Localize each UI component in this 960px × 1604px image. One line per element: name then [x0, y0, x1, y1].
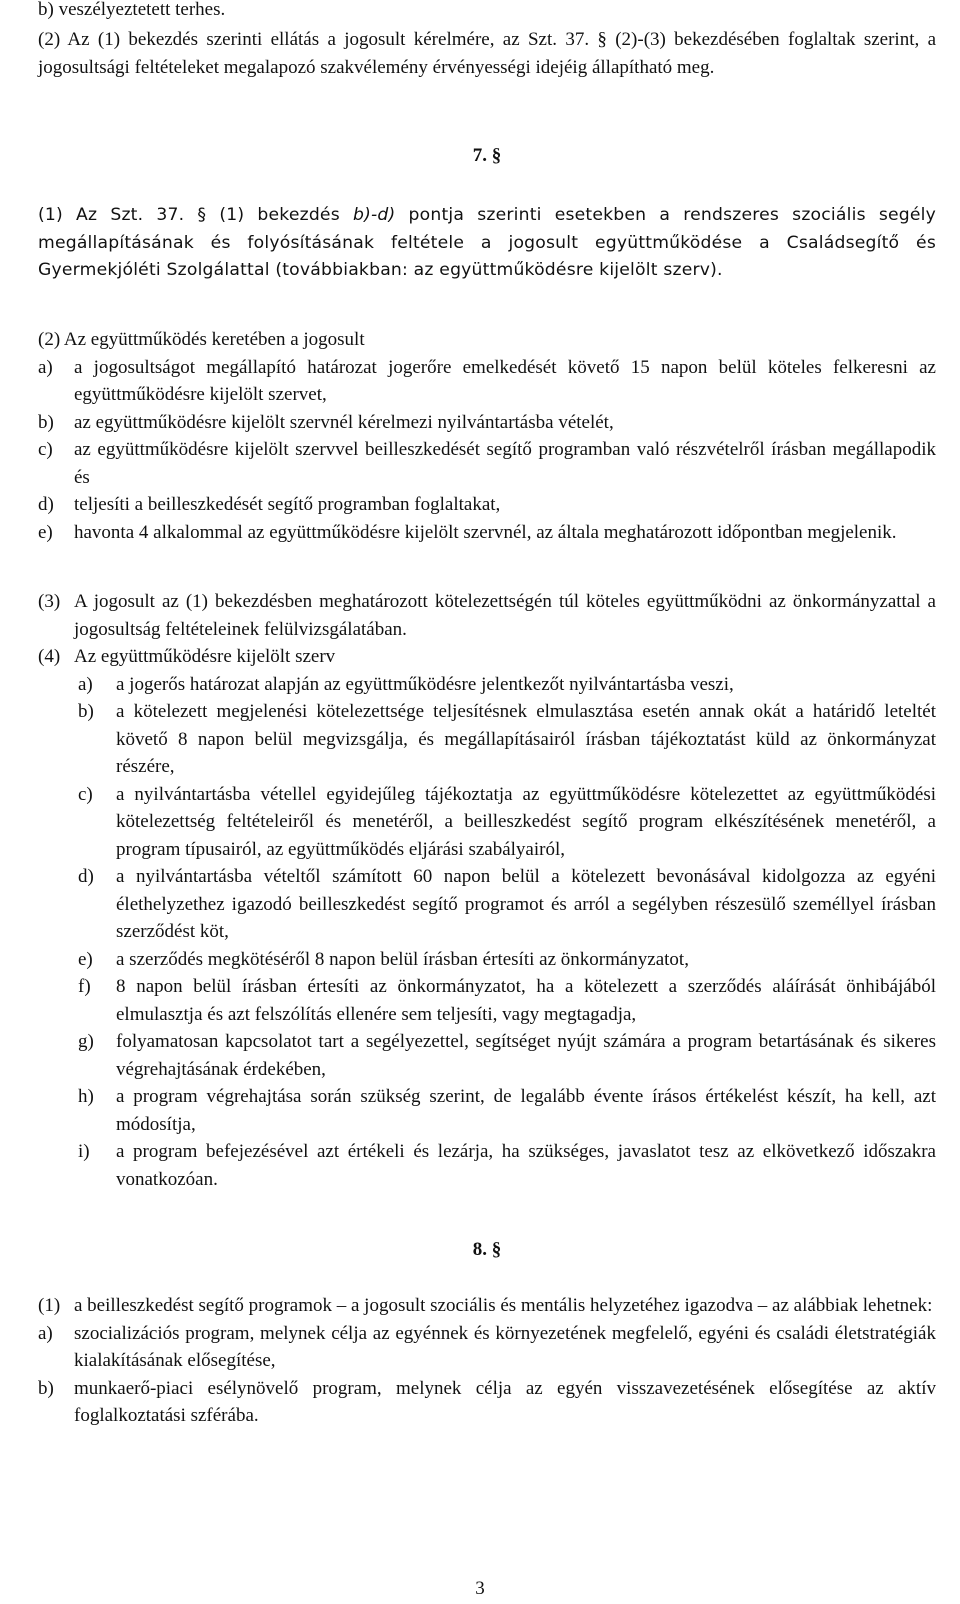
list-item-label: b) — [78, 701, 94, 722]
list-item-label: d) — [78, 866, 94, 887]
paragraph-text-start: (1) Az Szt. 37. § (1) bekezdés — [38, 205, 353, 225]
list-item-label: b) — [38, 1377, 54, 1399]
list-item-text: a jogosultságot megállapító határozat jogerőre emelkedését követő 15 napon belül köteles felkeresni az együttműködésre kijelölt szervet, — [74, 356, 936, 405]
list-item-text: az együttműködésre kijelölt szervvel beilleszkedését segítő programban való részvételről írásban megállapodik és — [74, 439, 936, 488]
section-8-title — [38, 1236, 936, 1264]
list-item-label: c) — [38, 439, 53, 460]
list-item-label: e) — [38, 521, 53, 543]
list-item-text: teljesíti a beilleszkedését segítő programban foglaltakat, — [74, 494, 501, 515]
list-item — [38, 491, 936, 519]
paragraph-text: a beilleszkedést segítő programok – a jogosult szociális és mentális helyzetéhez igazodva – az alábbiak lehetnek: — [74, 1295, 933, 1316]
section-heading: 8. § — [472, 1239, 502, 1260]
list-item-text: a nyilvántartásba vétellel egyidejűleg tájékoztatja az együttműködésre kötelezettet az együttműködési kötelezettség feltételeiről és menetéről, a beilleszkedést segítő program elkészítésének menetéről, a program típusairól, az együttműködés eljárási szabályairól, — [116, 783, 936, 860]
list-item-label: a) — [38, 356, 53, 378]
list-item — [38, 671, 936, 699]
list-item — [38, 973, 936, 1028]
paragraph-intro: Az együttműködésre kijelölt szerv — [74, 646, 336, 667]
list-item — [38, 436, 936, 491]
paragraph-intro: (2) Az együttműködés keretében a jogosult — [38, 329, 365, 350]
list-item-label: g) — [78, 1031, 94, 1052]
paragraph-number: (3) — [38, 591, 61, 612]
list-item — [38, 1320, 936, 1375]
numbered-paragraph — [38, 643, 936, 671]
list-item — [38, 946, 936, 974]
list-item-label: a) — [38, 1322, 53, 1344]
section-7-paragraph-4 — [38, 643, 936, 1193]
list-item-text: folyamatosan kapcsolatot tart a segélyezettel, segítséget nyújt számára a program betartásának és sikeres végrehajtásának érdekében, — [116, 1031, 936, 1080]
list-item — [38, 781, 936, 864]
emphasis-text: b)-d) — [352, 205, 396, 225]
paragraph-2-list — [38, 354, 936, 547]
section-8-paragraph-1 — [38, 1292, 936, 1430]
page-number: 3 — [475, 1578, 485, 1599]
list-item-label: b) — [38, 411, 54, 433]
list-item-label: d) — [38, 494, 54, 515]
list-item-text: a program végrehajtása során szükség szerint, de legalább évente írásos értékelést készít, ha kell, azt módosítja, — [116, 1086, 936, 1135]
paragraph-4-list — [38, 671, 936, 1194]
list-item-label: c) — [78, 783, 93, 805]
top-b-item — [38, 0, 936, 24]
list-item — [38, 1028, 936, 1083]
list-item-text: a szerződés megkötéséről 8 napon belül írásban értesíti az önkormányzatot, — [116, 948, 689, 970]
list-item-text: az együttműködésre kijelölt szervnél kérelmezi nyilvántartásba vételét, — [74, 411, 614, 433]
list-item-text: 8 napon belül írásban értesíti az önkormányzatot, ha a kötelezett a szerződés aláírását önhibájából elmulasztja és azt felszólítás ellenére sem teljesíti, vagy megtagadja, — [116, 976, 936, 1025]
paragraph-text — [38, 202, 936, 285]
list-item — [38, 1083, 936, 1138]
list-item-label: h) — [78, 1086, 94, 1107]
section-7-title — [38, 142, 936, 170]
list-item — [38, 698, 936, 781]
paragraph-text: A jogosult az (1) bekezdésben meghatározott kötelezettségén túl köteles együttműködni az önkormányzattal a jogosultság feltételeinek felülvizsgálatában. — [74, 591, 936, 640]
list-item — [38, 1375, 936, 1430]
paragraph-number: (4) — [38, 646, 61, 667]
section-7-paragraph-1 — [38, 202, 936, 285]
list-item — [38, 354, 936, 409]
list-item-text: a jogerős határozat alapján az együttműködésre jelentkezőt nyilvántartásba veszi, — [116, 673, 734, 695]
list-item-text: havonta 4 alkalommal az együttműködésre kijelölt szervnél, az általa meghatározott időpontban megjelenik. — [74, 521, 897, 543]
list-item-text: munkaerő-piaci esélynövelő program, melynek célja az egyén visszavezetésének elősegítése az aktív foglalkoztatási szférába. — [74, 1377, 936, 1426]
list-item-b: b) veszélyeztetett terhes. — [38, 0, 226, 20]
list-item-label: a) — [78, 673, 93, 695]
list-item-text: a kötelezett megjelenési kötelezettsége teljesítésnek elmulasztása esetén annak okát a határidő leteltét követő 8 napon belül megvizsgálja, és megállapításairól írásban tájékoztatást küld az önkormányzat részére, — [116, 701, 936, 777]
paragraph-number: (1) — [38, 1295, 61, 1316]
section-7-paragraph-3 — [38, 588, 936, 643]
list-item-label: e) — [78, 948, 93, 970]
list-item — [38, 863, 936, 946]
list-item-text: a program befejezésével azt értékeli és lezárja, ha szükséges, javaslatot tesz az elkövetkező időszakra vonatkozóan. — [116, 1141, 936, 1190]
list-item — [38, 519, 936, 547]
paragraph-text: (2) Az (1) bekezdés szerinti ellátás a jogosult kérelmére, az Szt. 37. § (2)-(3) bekezdésében foglaltak szerint, a jogosultsági feltételeket megalapozó szakvélemény érvényességi idejéig állapítható meg. — [38, 29, 936, 78]
paragraph-2-top — [38, 26, 936, 81]
section-7-paragraph-2 — [38, 326, 936, 546]
paragraph-text-end: pontja szerinti esetekben a rendszeres szociális segély megállapításának és folyósításának feltétele a jogosult együttműködése a Családsegítő és Gyermekjóléti Szolgálattal (továbbiakban: az együttműködésre kijelölt szerv). — [38, 205, 936, 280]
numbered-paragraph — [38, 1292, 936, 1320]
numbered-paragraph — [38, 588, 936, 643]
list-item — [38, 1138, 936, 1193]
list-item-label: i) — [78, 1141, 90, 1162]
list-item-text: a nyilvántartásba vételtől számított 60 napon belül a kötelezett bevonásával kidolgozza az egyéni élethelyzethez igazodó beilleszkedést segítő programot és arról a segélyben részesülő személlyel írásban szerződést köt, — [116, 866, 936, 942]
list-item-text: szocializációs program, melynek célja az egyénnek és környezetének megfelelő, egyéni és családi életstratégiák kialakításának elősegítése, — [74, 1322, 936, 1371]
list-item — [38, 409, 936, 437]
list-item-label: f) — [78, 976, 91, 997]
section-heading: 7. § — [472, 145, 502, 166]
